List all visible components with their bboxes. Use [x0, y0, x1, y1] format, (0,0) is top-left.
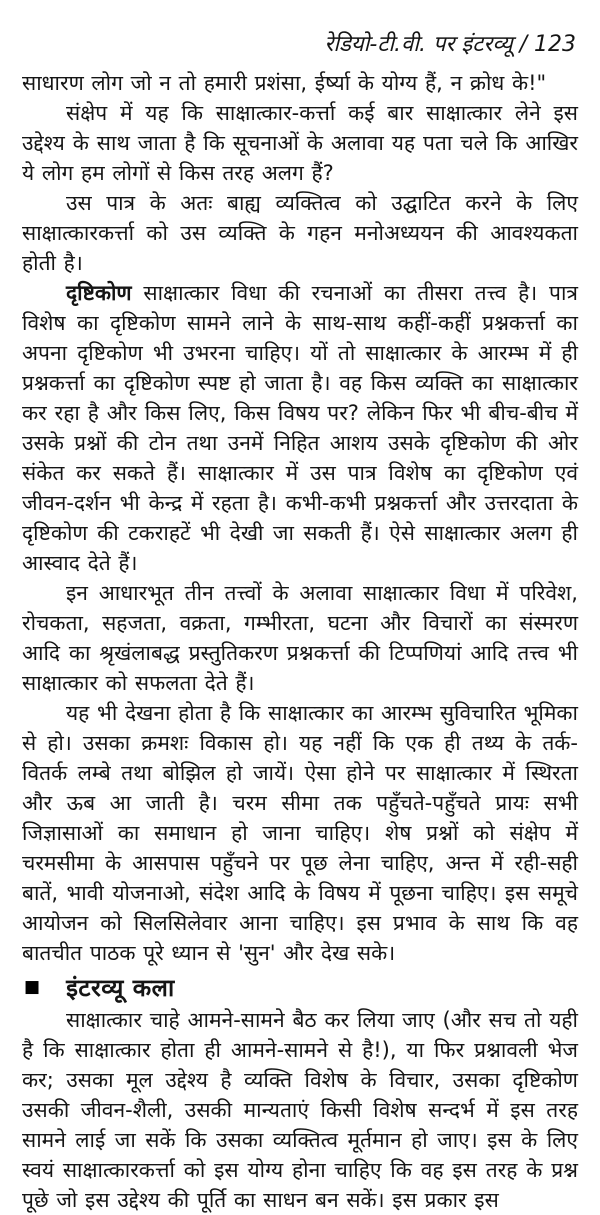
section-heading — [22, 969, 578, 1005]
paragraph: यह भी देखना होता है कि साक्षात्कार का आरम्भ सुविचारित भूमिका से हो। उसका क्रमशः विकास हो। यह नहीं कि एक ही तथ्य के तर्क-वितर्क लम्बे तथा बोझिल हो जायें। ऐसा होने पर साक्षात्कार में स्थिरता और ऊब आ जाती है। चरम सीमा तक पहुँचते-पहुँचते प्रायः सभी जिज्ञासाओं का समाधान हो जाना चाहिए। शेष प्रश्नों को संक्षेप में चरमसीमा के आसपास पहुँचने पर पूछ लेना चाहिए, अन्त में रही-सही बातें, भावी योजनाओ, संदेश आदि के विषय में पूछना चाहिए। इस समूचे आयोजन को सिलसिलेवार आना चाहिए। इस प्रभाव के साथ कि वह बातचीत पाठक पूरे ध्यान से 'सुन' और देख सके। — [22, 701, 578, 965]
paragraph-quote-end: साधारण लोग जो न तो हमारी प्रशंसा, ईर्ष्या के योग्य हैं, न क्रोध के!" — [22, 71, 547, 95]
section-heading-label: इंटरव्यू कला — [66, 973, 175, 1002]
paragraph: संक्षेप में यह कि साक्षात्कार-कर्त्ता कई बार साक्षात्कार लेने इस उद्देश्य के साथ जाता है कि सूचनाओं के अलावा यह पता चले कि आखिर ये लोग हम लोगों से किस तरह अलग हैं? — [22, 101, 578, 185]
running-header-title: रेडियो-टी.वी. पर इंटरव्यू / 123 — [324, 32, 576, 57]
paragraph: साक्षात्कार चाहे आमने-सामने बैठ कर लिया जाए (और सच तो यही है कि साक्षात्कार होता ही आमने-सामने से है!), या फिर प्रश्नावली भेज कर; उसका मूल उद्देश्य है व्यक्ति विशेष के विचार, उसका दृष्टिकोण उसकी जीवन-शैली, उसकी मान्यताएं किसी विशेष सन्दर्भ में इस तरह सामने लाई जा सकें कि उसका व्यक्तित्व मूर्तमान हो जाए। इस के लिए स्वयं साक्षात्कारकर्त्ता को इस योग्य होना चाहिए कि वह इस तरह के प्रश्न पूछे जो इस उद्देश्य की पूर्ति का साधन बन सकें। इस प्रकार इस — [22, 1008, 578, 1212]
paragraph-with-lead-term — [22, 278, 578, 578]
running-header — [22, 28, 578, 62]
lead-term: दृष्टिकोण — [66, 281, 132, 305]
paragraph: उस पात्र के अतः बाह्य व्यक्तित्व को उद्घाटित करने के लिए साक्षात्कारकर्त्ता को उस व्यक्ति के गहन मनोअध्ययन की आवश्यकता होती है। — [22, 191, 578, 275]
square-bullet-icon: ■ — [24, 976, 41, 997]
paragraph: इन आधारभूत तीन तत्त्वों के अलावा साक्षात्कार विधा में परिवेश, रोचकता, सहजता, वक्रता, गम्भीरता, घटना और विचारों का संस्मरण आदि का श्रृखंलाबद्ध प्रस्तुतिकरण प्रश्नकर्त्ता की टिप्पणियां आदि तत्त्व भी साक्षात्कार को सफलता देते हैं। — [22, 581, 578, 695]
paragraph-text: साक्षात्कार विधा की रचनाओं का तीसरा तत्त्व है। पात्र विशेष का दृष्टिकोण सामने लाने के साथ-साथ कहीं-कहीं प्रश्नकर्त्ता का अपना दृष्टिकोण भी उभरना चाहिए। यों तो साक्षात्कार के आरम्भ में ही प्रश्नकर्त्ता का दृष्टिकोण स्पष्ट हो जाता है। वह किस व्यक्ति का साक्षात्कार कर रहा है और किस लिए, किस विषय पर? लेकिन फिर भी बीच-बीच में उसके प्रश्नों की टोन तथा उनमें निहित आशय उसके दृष्टिकोण की ओर संकेत कर सकते हैं। साक्षात्कार में उस पात्र विशेष का दृष्टिकोण एवं जीवन-दर्शन भी केन्द्र में रहता है। कभी-कभी प्रश्नकर्त्ता और उत्तरदाता के दृष्टिकोण की टकराहटें भी देखी जा सकती हैं। ऐसे साक्षात्कार अलग ही आस्वाद देते हैं। — [22, 281, 578, 575]
